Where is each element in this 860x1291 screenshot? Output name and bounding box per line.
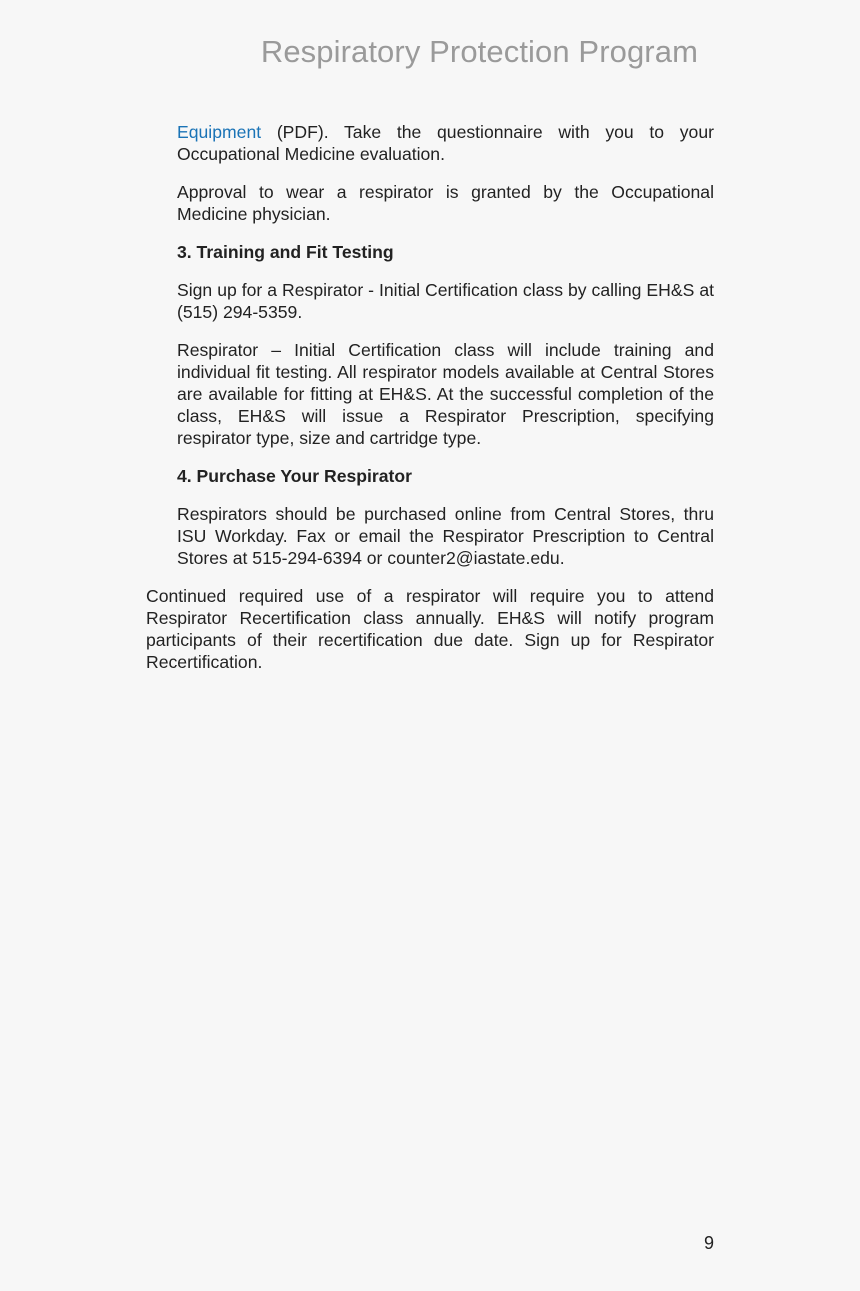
questionnaire-paragraph bbox=[177, 121, 714, 165]
page-number: 9 bbox=[703, 1233, 714, 1253]
approval-paragraph: Approval to wear a respirator is granted by the Occupational Medicine physician. bbox=[177, 182, 714, 224]
questionnaire-text: (PDF). Take the questionnaire with you to your Occupational Medicine evaluation. bbox=[177, 122, 714, 164]
page-title: Respiratory Protection Program bbox=[260, 34, 698, 69]
purchase-respirator-paragraph: Respirators should be purchased online from Central Stores, thru ISU Workday. Fax or email the Respirator Prescription to Central Stores at 515-294-6394 or counter2@iastate.edu. bbox=[177, 504, 714, 568]
training-details-paragraph: Respirator – Initial Certification class will include training and individual fit testing. All respirator models available at Central Stores are available for fitting at EH&S. At the successful completion of the class, EH&S will issue a Respirator Prescription, specifying respirator type, size and cartridge type. bbox=[177, 340, 714, 448]
training-signup-paragraph: Sign up for a Respirator - Initial Certification class by calling EH&S at (515) 294-5359. bbox=[177, 280, 714, 322]
document-body bbox=[146, 121, 714, 689]
purchase-respirator-heading: 4. Purchase Your Respirator bbox=[177, 466, 412, 486]
training-fit-testing-heading: 3. Training and Fit Testing bbox=[177, 242, 394, 262]
indented-steps bbox=[146, 121, 714, 569]
equipment-link[interactable]: Equipment bbox=[177, 122, 262, 142]
recertification-paragraph: Continued required use of a respirator will require you to attend Respirator Recertification class annually. EH&S will notify program participants of their recertification due date. Sign up for Respirator Recertification. bbox=[146, 586, 714, 672]
